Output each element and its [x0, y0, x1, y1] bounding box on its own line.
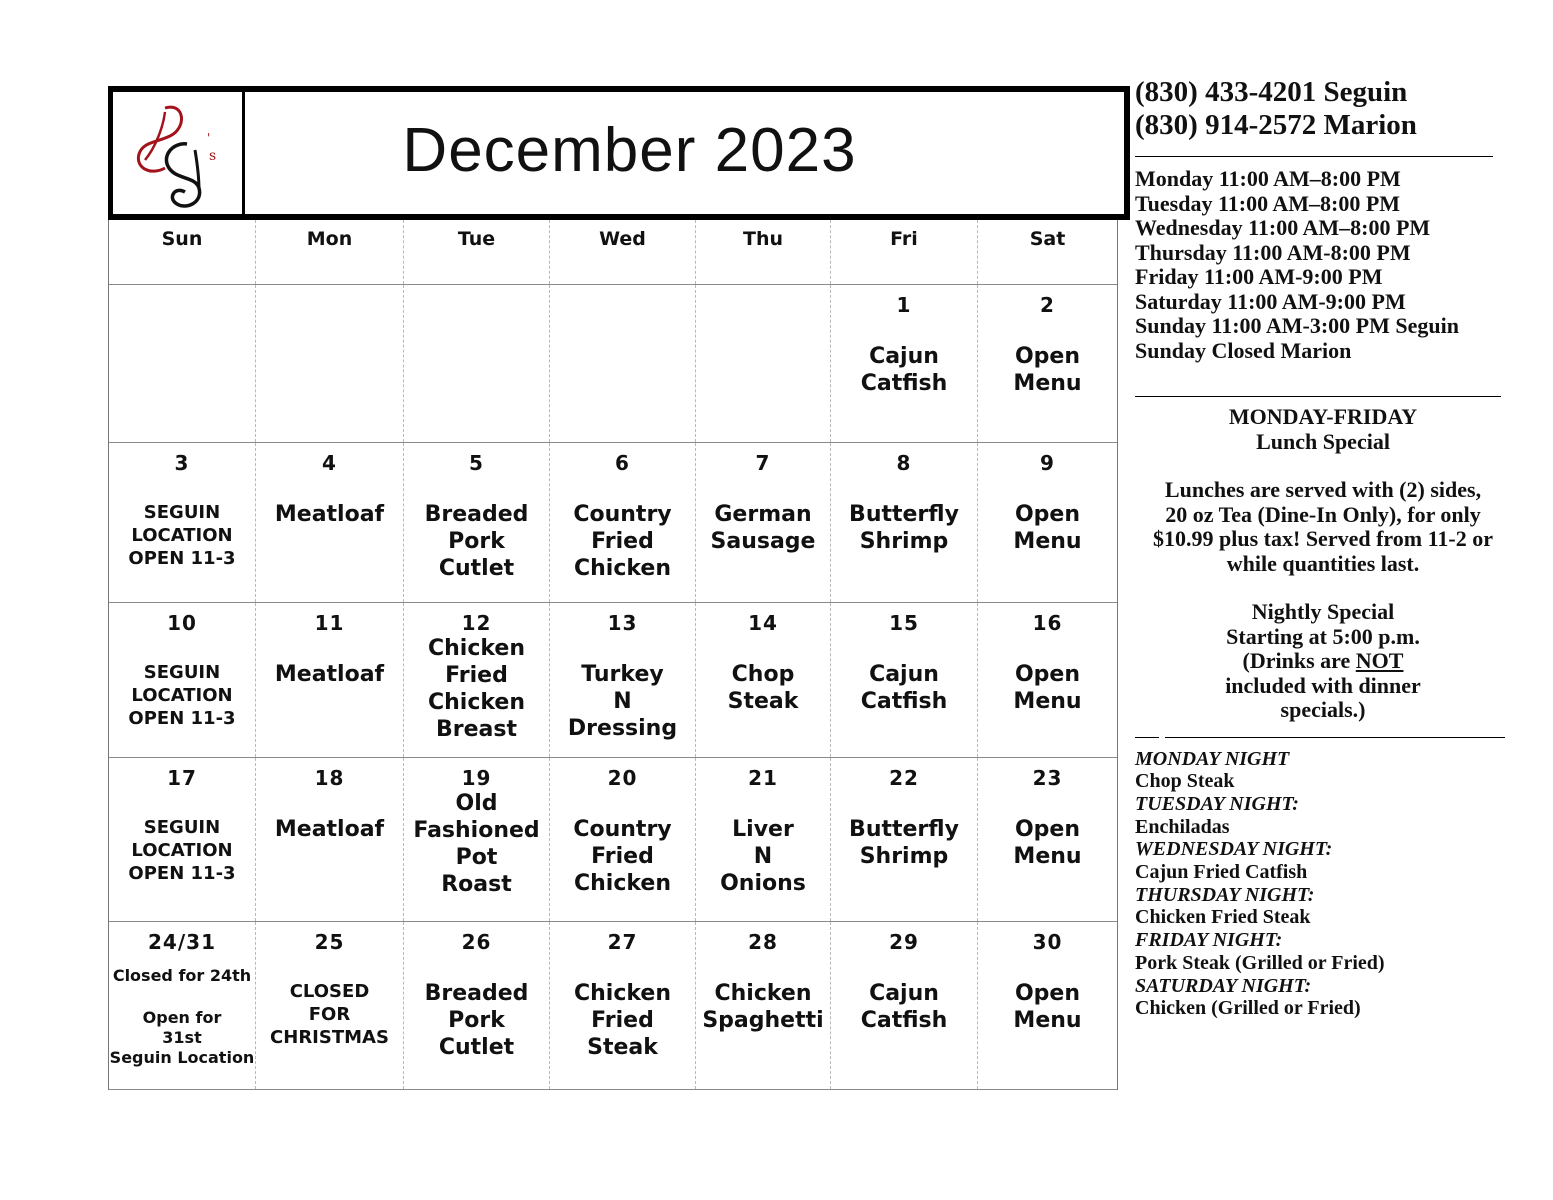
- menu-line: Country: [573, 501, 672, 527]
- calendar-day-cell: [978, 602, 1118, 757]
- note-line: LOCATION: [131, 684, 233, 706]
- menu-line: Fashioned: [413, 817, 540, 843]
- g-logo-icon: [125, 98, 233, 216]
- day-number: 12: [461, 610, 492, 635]
- menu-line: Dressing: [567, 715, 678, 741]
- calendar-day-cell: [696, 442, 831, 602]
- day-number: 3: [174, 450, 190, 475]
- location-note: [109, 816, 255, 885]
- night-label: FRIDAY NIGHT:: [1135, 929, 1283, 952]
- day-number: 11: [314, 610, 345, 635]
- night-label: TUESDAY NIGHT:: [1135, 792, 1299, 815]
- menu-line: Fried: [445, 662, 508, 688]
- menu-line: Chicken: [573, 980, 671, 1006]
- menu-line: Breaded: [424, 980, 529, 1006]
- nightly-start: Starting at 5:00 p.m.: [1226, 623, 1420, 649]
- hours-line: Sunday 11:00 AM-3:00 PM Seguin: [1135, 313, 1459, 338]
- calendar-header: [108, 86, 1130, 220]
- day-number: 17: [167, 765, 197, 790]
- calendar-day-cell: [109, 757, 256, 921]
- menu-item: [404, 790, 549, 898]
- calendar-day-cell: [831, 921, 978, 1089]
- menu-line: Cutlet: [438, 555, 515, 581]
- menu-line: Open: [1014, 501, 1081, 527]
- menu-item: [256, 501, 403, 528]
- hours-line: Thursday 11:00 AM-8:00 PM: [1135, 239, 1411, 265]
- day-number: 29: [889, 929, 919, 954]
- menu-item: [831, 816, 977, 870]
- phone-marion: (830) 914-2572 Marion: [1135, 109, 1417, 141]
- day-number: 23: [1032, 765, 1063, 790]
- calendar-day-cell: [109, 442, 256, 602]
- calendar-day-cell: [109, 284, 256, 442]
- night-item: Cajun Fried Catfish: [1135, 861, 1308, 884]
- calendar-day-cell: [109, 602, 256, 757]
- hours-line: Wednesday 11:00 AM–8:00 PM: [1135, 215, 1431, 240]
- menu-line: Shrimp: [859, 528, 949, 554]
- night-item: Chop Steak: [1135, 770, 1235, 793]
- menu-line: N: [753, 843, 773, 869]
- calendar-day-cell: [550, 921, 696, 1089]
- menu-line: Menu: [1013, 843, 1082, 869]
- calendar-week-row: [109, 757, 1118, 921]
- calendar-week-row: [109, 602, 1118, 757]
- drinks-note-line: specials.): [1280, 697, 1366, 722]
- note-line: SEGUIN: [143, 661, 221, 683]
- weekday-header-row: [109, 220, 1118, 284]
- menu-item: [550, 816, 695, 897]
- day-number: 27: [607, 929, 638, 954]
- phone-seguin: (830) 433-4201 Seguin: [1135, 76, 1408, 108]
- menu-line: Menu: [1013, 1007, 1082, 1033]
- menu-line: Open: [1014, 980, 1081, 1006]
- location-note: [109, 501, 255, 570]
- day-number: 30: [1032, 929, 1063, 954]
- calendar-day-cell: [256, 602, 404, 757]
- calendar-day-cell: [109, 921, 256, 1089]
- menu-item: [831, 661, 977, 715]
- svg-text:': ': [207, 131, 211, 145]
- note-line: OPEN 11-3: [128, 862, 236, 884]
- note-line: Seguin Location: [109, 1047, 255, 1067]
- calendar-day-cell: [256, 921, 404, 1089]
- day-number: 19: [461, 765, 492, 790]
- menu-item: [404, 980, 549, 1061]
- day-number: 10: [167, 610, 197, 635]
- svg-text:s: s: [209, 148, 217, 164]
- calendar-day-cell: [404, 284, 550, 442]
- menu-item: [550, 661, 695, 742]
- calendar-week-row: [109, 442, 1118, 602]
- menu-line: Chicken: [427, 635, 525, 661]
- day-number: 14: [748, 610, 778, 635]
- menu-line: Steak: [727, 688, 799, 714]
- menu-line: Old: [455, 790, 498, 816]
- menu-line: Fried: [591, 1007, 654, 1033]
- menu-line: Breaded: [424, 501, 529, 527]
- night-label: MONDAY NIGHT: [1135, 747, 1290, 770]
- menu-item: [696, 661, 830, 715]
- menu-item: [978, 343, 1117, 397]
- weekday-mon: Mon: [256, 220, 404, 284]
- day-number: 20: [607, 765, 638, 790]
- night-label: THURSDAY NIGHT:: [1135, 883, 1315, 906]
- menu-line: Open: [1014, 661, 1081, 687]
- lunch-title: MONDAY-FRIDAY: [1228, 404, 1418, 429]
- calendar-day-cell: [831, 602, 978, 757]
- day-number: 26: [461, 929, 492, 954]
- day-number: 15: [889, 610, 919, 635]
- note-line: OPEN 11-3: [128, 707, 236, 729]
- menu-item: [256, 816, 403, 843]
- menu-line: Menu: [1013, 370, 1082, 396]
- menu-item: [404, 501, 549, 582]
- menu-line: Pot: [455, 844, 498, 870]
- menu-line: Spaghetti: [702, 1007, 824, 1033]
- weekday-thu: Thu: [696, 220, 831, 284]
- night-item: Pork Steak (Grilled or Fried): [1135, 951, 1385, 974]
- calendar-week-row: [109, 921, 1118, 1089]
- note-line: CLOSED: [289, 980, 370, 1002]
- menu-item: [978, 980, 1117, 1034]
- hours-line: Tuesday 11:00 AM–8:00 PM: [1135, 190, 1401, 216]
- location-note: [109, 661, 255, 730]
- calendar-day-cell: [550, 602, 696, 757]
- night-item: Enchiladas: [1135, 815, 1230, 838]
- lunch-subtitle: Lunch Special: [1256, 428, 1390, 454]
- day-number: 4: [322, 450, 337, 475]
- hours-line: Sunday Closed Marion: [1135, 337, 1352, 363]
- calendar-day-cell: [978, 921, 1118, 1089]
- day-number: 13: [607, 610, 638, 635]
- weekday-tue: Tue: [404, 220, 550, 284]
- day-number: 22: [889, 765, 919, 790]
- calendar-day-cell: [696, 757, 831, 921]
- calendar-day-cell: [550, 757, 696, 921]
- lunch-text-line: Lunches are served with (2) sides,: [1164, 477, 1482, 502]
- menu-line: Cutlet: [438, 1034, 515, 1060]
- hours-line: Friday 11:00 AM-9:00 PM: [1135, 264, 1383, 289]
- day-number: 8: [896, 450, 912, 475]
- menu-item: [831, 501, 977, 555]
- night-item: Chicken Fried Steak: [1135, 906, 1311, 929]
- calendar-day-cell: [696, 602, 831, 757]
- menu-item: [696, 501, 830, 555]
- day-number: 16: [1032, 610, 1063, 635]
- menu-item: [978, 816, 1117, 870]
- menu-item: [696, 816, 830, 897]
- calendar-week-row: [109, 284, 1118, 442]
- note-line: [109, 986, 255, 1008]
- menu-item: [831, 343, 977, 397]
- day-number: 21: [748, 765, 778, 790]
- day-number: 9: [1040, 450, 1055, 475]
- menu-line: Butterfly: [849, 501, 959, 527]
- calendar-day-cell: [404, 442, 550, 602]
- menu-line: Steak: [587, 1034, 658, 1060]
- day-number: 2: [1040, 292, 1055, 317]
- calendar-day-cell: [978, 757, 1118, 921]
- menu-line: Fried: [591, 528, 654, 554]
- day-number: 7: [755, 450, 771, 475]
- calendar-title: December 2023: [402, 115, 857, 185]
- hours-list: [1135, 167, 1530, 363]
- lunch-text-line: 20 oz Tea (Dine-In Only), for only: [1165, 501, 1481, 527]
- menu-line: Onions: [720, 870, 806, 896]
- menu-item: [978, 661, 1117, 715]
- calendar-day-cell: [831, 442, 978, 602]
- menu-line: Pork: [448, 528, 505, 554]
- menu-item: [978, 501, 1117, 555]
- menu-line: Meatloaf: [274, 501, 385, 527]
- lunch-special: [1135, 405, 1511, 723]
- note-line: LOCATION: [131, 524, 233, 546]
- menu-line: Open: [1014, 816, 1081, 842]
- menu-line: Cajun: [869, 980, 939, 1006]
- day-number: 6: [615, 450, 630, 475]
- calendar-day-cell: [696, 284, 831, 442]
- menu-line: Cajun: [869, 661, 939, 687]
- calendar-grid: [108, 220, 1118, 1090]
- night-item: Chicken (Grilled or Fried): [1135, 997, 1361, 1020]
- menu-line: Chicken: [427, 689, 525, 715]
- menu-line: German: [714, 501, 812, 527]
- calendar-day-cell: [978, 442, 1118, 602]
- menu-item: [404, 635, 549, 743]
- holiday-note: [109, 966, 255, 1068]
- calendar-day-cell: [404, 602, 550, 757]
- weekday-sat: Sat: [978, 220, 1118, 284]
- menu-line: Pork: [448, 1007, 505, 1033]
- info-sidebar: [1135, 76, 1530, 1020]
- menu-item: [831, 980, 977, 1034]
- drinks-note: (Drinks are NOT: [1242, 648, 1404, 673]
- menu-line: Country: [573, 816, 672, 842]
- menu-line: Liver: [732, 816, 794, 842]
- nightly-menu: [1135, 748, 1530, 1020]
- calendar-day-cell: [256, 442, 404, 602]
- calendar-day-cell: [256, 284, 404, 442]
- menu-line: Cajun: [869, 343, 939, 369]
- calendar-day-cell: [404, 921, 550, 1089]
- day-number: 1: [896, 292, 912, 317]
- calendar-day-cell: [831, 284, 978, 442]
- note-line: 31st: [162, 1027, 202, 1047]
- menu-line: Open: [1014, 343, 1081, 369]
- calendar-day-cell: [550, 284, 696, 442]
- menu-item: [696, 980, 830, 1034]
- divider: [1135, 396, 1501, 397]
- calendar-day-cell: [404, 757, 550, 921]
- menu-line: Meatloaf: [274, 661, 385, 687]
- calendar-day-cell: [978, 284, 1118, 442]
- menu-line: Menu: [1013, 688, 1082, 714]
- hours-line: Monday 11:00 AM–8:00 PM: [1135, 166, 1401, 191]
- menu-line: Turkey: [581, 661, 664, 687]
- night-label: SATURDAY NIGHT:: [1135, 974, 1312, 997]
- menu-item: [550, 980, 695, 1061]
- day-number: 28: [748, 929, 778, 954]
- menu-line: Fried: [591, 843, 654, 869]
- menu-line: Breast: [436, 716, 517, 742]
- calendar-day-cell: [696, 921, 831, 1089]
- menu-line: Chicken: [573, 555, 671, 581]
- note-line: CHRISTMAS: [270, 1026, 389, 1048]
- menu-line: Chicken: [573, 870, 671, 896]
- weekday-sun: Sun: [109, 220, 256, 284]
- day-number: 24/31: [148, 929, 216, 954]
- menu-line: Chop: [731, 661, 795, 687]
- menu-line: Menu: [1013, 528, 1082, 554]
- day-number: 5: [469, 450, 484, 475]
- weekday-fri: Fri: [831, 220, 978, 284]
- night-label: WEDNESDAY NIGHT:: [1135, 838, 1333, 861]
- menu-item: [550, 501, 695, 582]
- menu-line: Roast: [441, 871, 512, 897]
- menu-line: Shrimp: [859, 843, 949, 869]
- note-line: OPEN 11-3: [128, 547, 236, 569]
- menu-line: Chicken: [714, 980, 812, 1006]
- menu-line: N: [613, 688, 632, 714]
- lunch-text-line: $10.99 plus tax! Served from 11-2 or: [1153, 526, 1493, 551]
- drinks-note-line: included with dinner: [1225, 672, 1421, 698]
- calendar-day-cell: [550, 442, 696, 602]
- calendar-day-cell: [831, 757, 978, 921]
- note-line: Closed for 24th: [112, 965, 252, 985]
- note-line: Open for: [142, 1007, 222, 1027]
- hours-line: Saturday 11:00 AM-9:00 PM: [1135, 288, 1406, 314]
- nightly-title: Nightly Special: [1251, 599, 1395, 624]
- lunch-text-line: while quantities last.: [1226, 550, 1420, 576]
- divider: [1165, 737, 1505, 738]
- logo: [113, 92, 245, 214]
- divider: [1135, 737, 1159, 738]
- menu-item: [256, 661, 403, 688]
- menu-line: Catfish: [860, 370, 948, 396]
- weekday-wed: Wed: [550, 220, 696, 284]
- note-line: SEGUIN: [143, 501, 221, 523]
- day-number: 18: [314, 765, 345, 790]
- menu-line: Sausage: [710, 528, 816, 554]
- menu-line: Catfish: [860, 1007, 948, 1033]
- note-line: LOCATION: [131, 839, 233, 861]
- note-line: SEGUIN: [143, 816, 221, 838]
- calendar-day-cell: [256, 757, 404, 921]
- location-note: [256, 980, 403, 1049]
- menu-line: Meatloaf: [274, 816, 385, 842]
- menu-line: Butterfly: [849, 816, 959, 842]
- day-number: 25: [314, 929, 345, 954]
- note-line: FOR: [308, 1003, 351, 1025]
- divider: [1135, 156, 1493, 157]
- menu-line: Catfish: [860, 688, 948, 714]
